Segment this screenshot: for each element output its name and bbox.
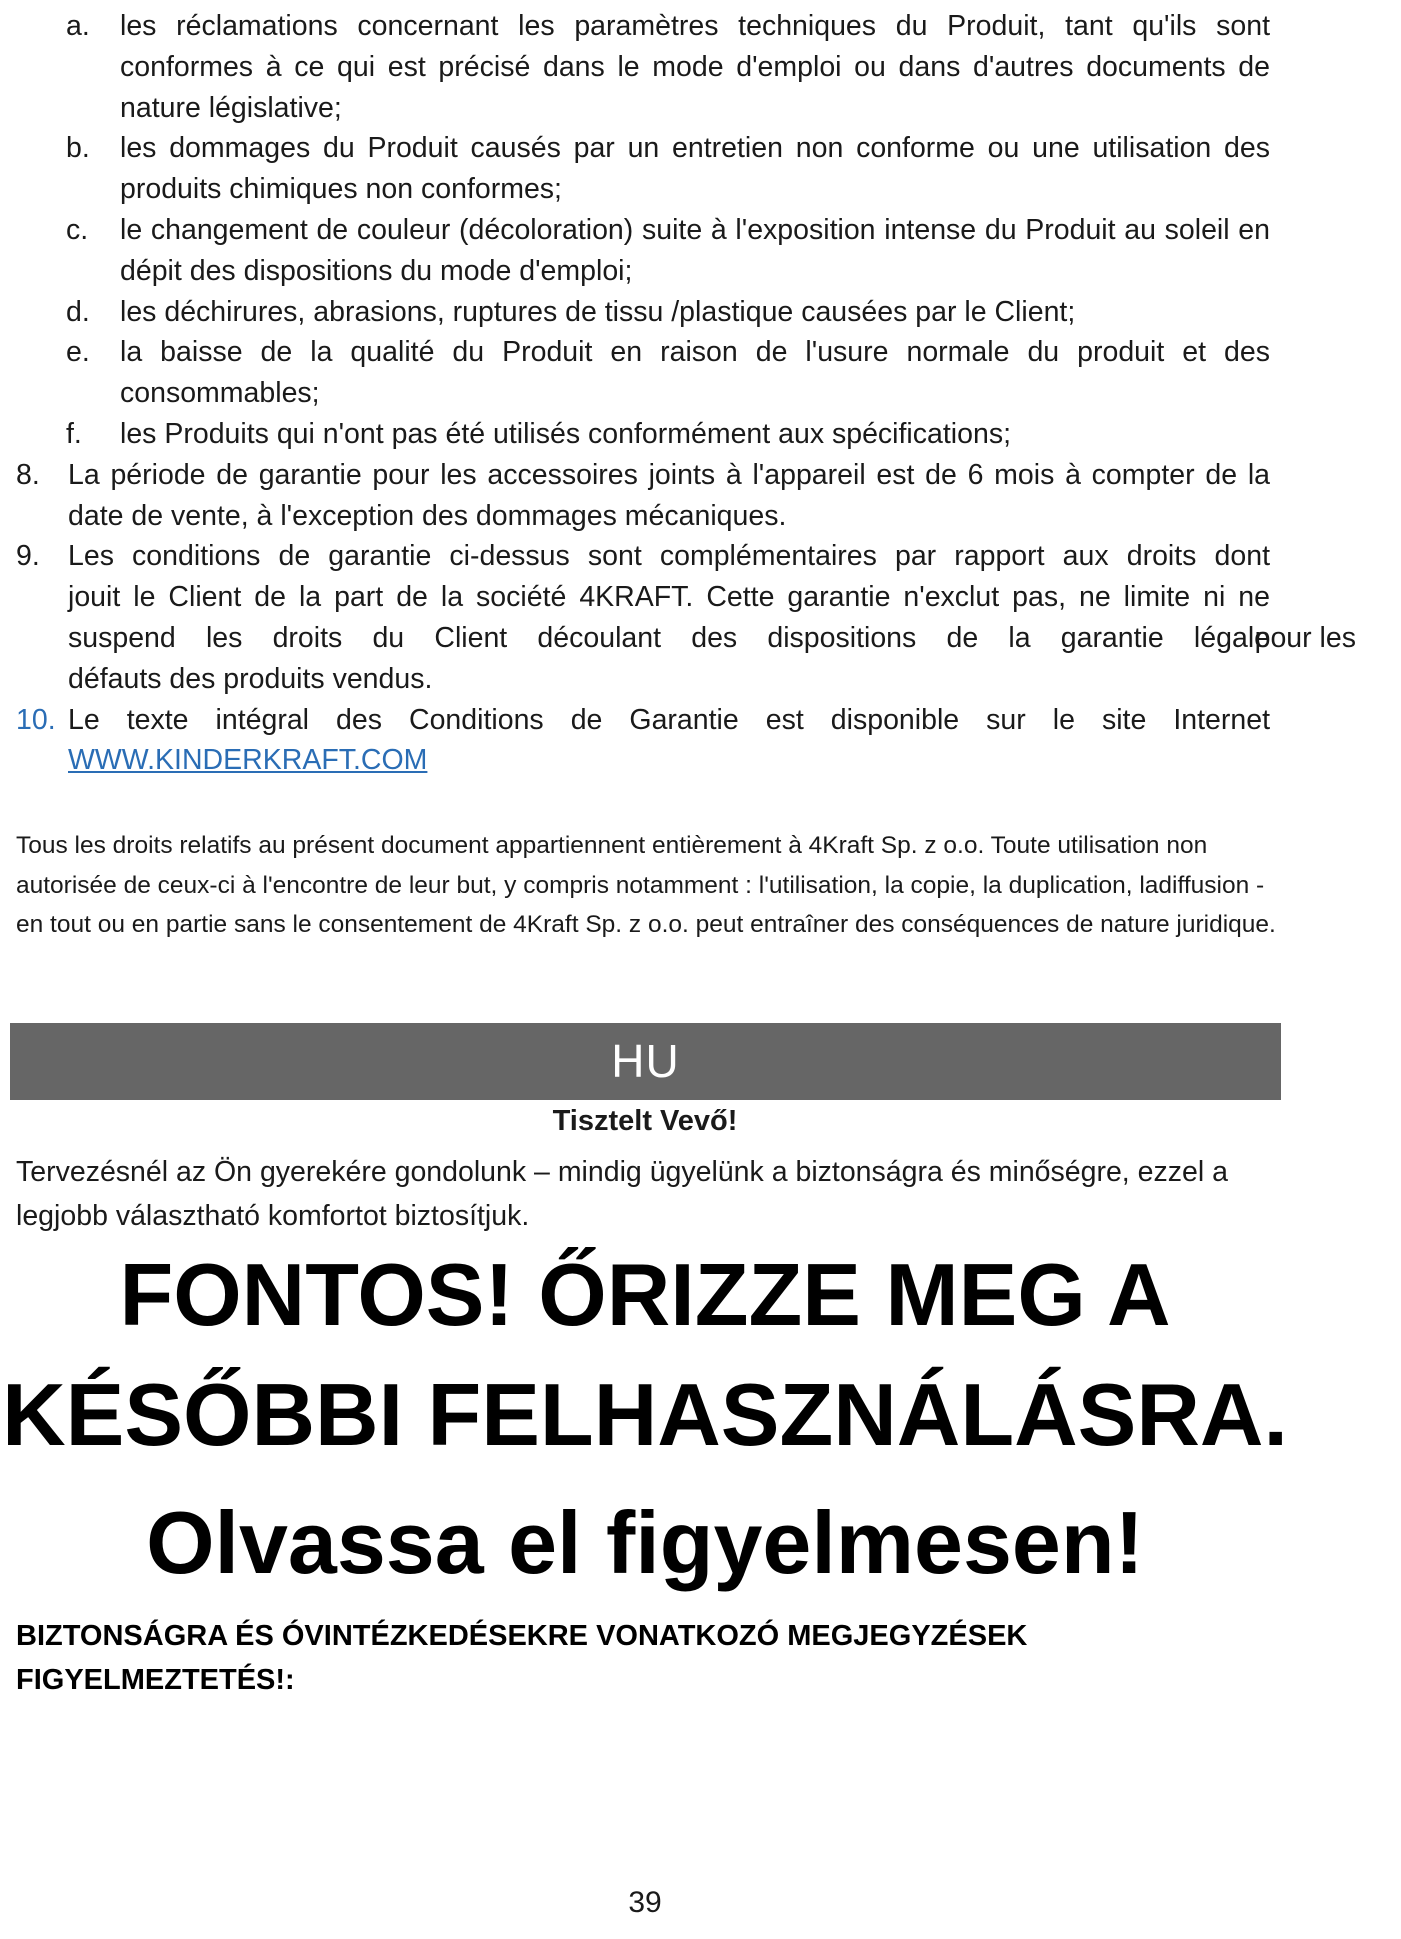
list-marker: 10. bbox=[16, 703, 56, 736]
list-item-text: La période de garantie pour les accessoires joints à l'appareil est de 6 mois à compter de la date de vente, à l'exception des dommages mécaniques. bbox=[68, 458, 1270, 532]
warranty-exclusions-list bbox=[0, 6, 1356, 781]
list-marker: 9. bbox=[16, 540, 40, 573]
list-item-text: les réclamations concernant les paramètres techniques du Produit, tant qu'ils sont conformes à ce qui est précisé dans le mode d'emploi ou dans d'autres documents de nature législative; bbox=[120, 10, 1270, 124]
list-item bbox=[0, 210, 1290, 292]
list-marker: b. bbox=[66, 132, 90, 165]
important-notice-line-3: Olvassa el figyelmesen! bbox=[146, 1493, 1144, 1592]
list-item-text: Le texte intégral des Conditions de Garantie est disponible sur le site Internet bbox=[68, 703, 1270, 736]
important-notice-line-2: KÉSŐBBI FELHASZNÁLÁSRA. bbox=[2, 1365, 1288, 1464]
list-item-line-wrapper bbox=[68, 618, 1356, 659]
list-marker: c. bbox=[66, 213, 89, 246]
warning-heading-text: FIGYELMEZTETÉS!: bbox=[16, 1664, 295, 1696]
list-item-line: jouit le Client de la part de la société 4KRAFT. Cette garantie n'exclut pas, ne limite ni ne bbox=[68, 581, 1270, 614]
copyright-notice: Tous les droits relatifs au présent document appartiennent entièrement à 4Kraft Sp. z o.o. Toute utilisation non autorisée de ceux-ci à l'encontre de leur but, y compris notamment : l'utilisation, la copie, la duplication, ladiffusion - en tout ou en partie sans le consentement de 4Kraft Sp. z o.o. peut entraîner des conséquences de nature juridique. bbox=[16, 832, 1276, 938]
safety-notes-heading bbox=[16, 1614, 1286, 1702]
intro-paragraph: Tervezésnél az Ön gyerekére gondolunk – mindig ügyelünk a biztonságra és minőségre, ezzel a legjobb választható komfortot biztosítjuk. bbox=[16, 1156, 1228, 1232]
list-item bbox=[0, 6, 1290, 128]
kinderkraft-website-link[interactable]: WWW.KINDERKRAFT.COM bbox=[68, 744, 428, 777]
list-item bbox=[0, 292, 1290, 333]
list-item bbox=[0, 536, 1356, 699]
list-item-line: Les conditions de garantie ci-dessus sont complémentaires par rapport aux droits dont bbox=[68, 540, 1270, 573]
list-marker: 8. bbox=[16, 458, 40, 491]
language-section-band: HU bbox=[10, 1023, 1281, 1100]
list-item bbox=[0, 455, 1290, 537]
list-item bbox=[0, 128, 1290, 210]
list-item-text: le changement de couleur (décoloration) suite à l'exposition intense du Produit au soleil en dépit des dispositions du mode d'emploi; bbox=[120, 213, 1270, 287]
greeting-heading: Tisztelt Vevő! bbox=[552, 1105, 738, 1137]
list-item bbox=[0, 700, 1290, 782]
list-item-text: les dommages du Produit causés par un entretien non conforme ou une utilisation des produits chimiques non conformes; bbox=[120, 132, 1270, 206]
list-item-line: défauts des produits vendus. bbox=[68, 662, 433, 695]
important-notice-line-1: FONTOS! ŐRIZZE MEG A bbox=[119, 1245, 1171, 1344]
list-item-text: la baisse de la qualité du Produit en raison de l'usure normale du produit et des consommables; bbox=[120, 336, 1270, 410]
list-item-text: les Produits qui n'ont pas été utilisés conformément aux spécifications; bbox=[120, 417, 1011, 450]
list-item-text: les déchirures, abrasions, ruptures de tissu /plastique causées par le Client; bbox=[120, 295, 1076, 328]
page-number: 39 bbox=[628, 1886, 662, 1919]
safety-heading-text: BIZTONSÁGRA ÉS ÓVINTÉZKEDÉSEKRE VONATKOZÓ MEGJEGYZÉSEK bbox=[16, 1620, 1028, 1652]
list-marker: d. bbox=[66, 295, 90, 328]
list-marker: f. bbox=[66, 417, 82, 450]
list-item-overflow-text: pour les bbox=[1254, 621, 1356, 654]
list-item bbox=[0, 414, 1290, 455]
list-item-line: suspend les droits du Client découlant des dispositions de la garantie légale bbox=[68, 621, 1270, 654]
list-marker: e. bbox=[66, 336, 90, 369]
list-item bbox=[0, 332, 1290, 414]
list-marker: a. bbox=[66, 10, 90, 42]
